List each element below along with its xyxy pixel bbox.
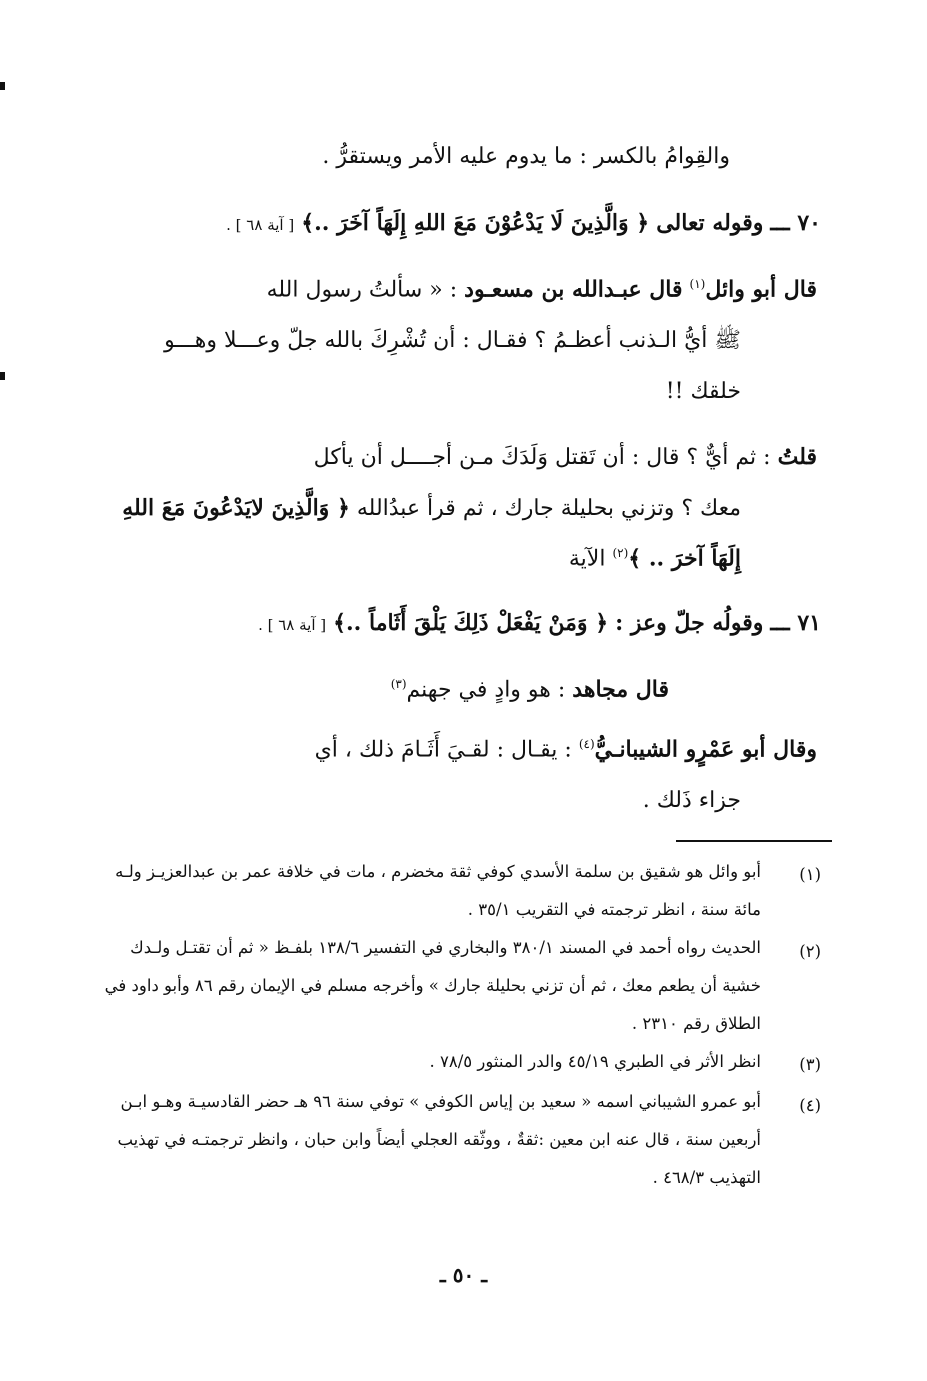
footnote-line: أربعين سنة ، قال عنه ابن معين :ثقةٌ ، ووثّقه العجلي أيضاً وابن حبان ، وانظر ترجمتـه في تهذيب [117, 1130, 761, 1149]
quran-verse: إِلَهَاً آخرَ .. ﴾ [628, 545, 741, 572]
footnote-ref: (٢) [612, 546, 629, 560]
quran-verse: ﴿ وَالَّذِينَ لَا يَدْعُوْنَ مَعَ اللهِ إِلَهَاً آخَرَ ..﴾ [301, 210, 650, 236]
text-run: الآية [568, 546, 606, 572]
footnote-line: انظر الأثر في الطبري ٤٥/١٩ والدر المنثور ٧٨/٥ . [429, 1052, 761, 1071]
paragraph-2-line-2 [122, 497, 741, 520]
paragraph-lead: قلتُ [777, 444, 817, 470]
footnote-ref: (١) [689, 277, 706, 291]
paragraph-1-line-3: خلقك !! [665, 379, 741, 404]
quran-verse: ﴿ وَمَنْ يَفْعَلْ ذَلِكَ يَلْقَ أَثَاماً ..﴾ [333, 610, 609, 636]
entry-71-heading [258, 612, 821, 635]
speaker-name: وقال أبو عَمْرٍو الشيبانـيُّ [594, 736, 817, 763]
entry-lead: وقوله تعالى [656, 210, 764, 236]
footnote-separator [676, 840, 832, 842]
footnote-line: مائة سنة ، انظر ترجمته في التقريب ٣٥/١ . [467, 900, 761, 919]
text-run: معك ؟ وتزني بحليلة جارك ، ثم قرأ عبدُالله [356, 496, 741, 521]
footnote-line: الحديث رواه أحمد في المسند ٣٨٠/١ والبخاري في التفسير ١٣٨/٦ بلفـظ « ثم أن تقتـل ولـدك [130, 938, 761, 957]
quran-verse: ﴿ وَالَّذِينَ لايَدْعُونَ مَعَ اللهِ [122, 495, 350, 521]
text-run: : ثم أيٌّ ؟ قال : أن تَقتل وَلَدَكَ مـن أجــــل أن يأكل [313, 445, 771, 470]
paragraph-4-line-1 [315, 738, 817, 761]
paragraph-2-line-1 [314, 446, 817, 469]
paragraph-4-line-2: جزاء ذَلك . [642, 788, 741, 813]
text-run: : « سألتُ رسول الله [266, 277, 458, 303]
scan-edge-mark [0, 82, 5, 90]
footnote-ref: (٣) [390, 677, 407, 691]
footnote-ref: (٤) [578, 737, 595, 751]
narrator-name: قال عبـدالله بن مسعـود [464, 276, 683, 303]
paragraph-2-line-3 [569, 547, 741, 570]
entry-lead: وقولُه جلّ وعز : [615, 610, 764, 636]
footnote-number: (٢) [799, 942, 821, 961]
verse-reference: [ آية ٦٨ ] . [226, 216, 295, 234]
speaker-name: قال أبو وائل [705, 276, 817, 303]
speaker-name: قال مجاهد [572, 676, 669, 703]
footnote-line: أبو وائل هو شقيق بن سلمة الأسدي كوفي ثقة مخضرم ، مات في خلافة عمر بن عبدالعزيـز ولـه [115, 862, 761, 881]
scan-edge-mark [0, 372, 5, 380]
entry-number: ٧٠ ـــ [770, 210, 821, 236]
entry-number: ٧١ ـــ [770, 610, 821, 636]
text-run: : يقـال : لقـيَ أَثَـامَ ذلك ، أي [314, 737, 572, 763]
footnote-number: (٤) [799, 1096, 821, 1115]
footnote-line: خشية أن يطعم معك ، ثم أن تزني بحليلة جارك » وأخرجه مسلم في الإيمان رقم ٨٦ وأبو داود في [104, 976, 761, 995]
verse-reference: [ آية ٦٨ ] . [258, 616, 327, 634]
paragraph-3 [391, 678, 669, 701]
entry-70-heading [226, 212, 821, 235]
footnote-line: أبو عمرو الشيباني اسمه « سعيد بن إياس الكوفي » توفي سنة ٩٦ هـ حضر القادسيـة وهـو ابـن [120, 1092, 761, 1111]
page-number: ـ ٥٠ ـ [439, 1263, 488, 1287]
footnote-number: (١) [799, 865, 821, 884]
text-run: : هو وادٍ في جهنم [406, 677, 566, 703]
footnote-line: الطلاق رقم ٢٣١٠ . [631, 1014, 761, 1033]
paragraph-1-line-2: ﷺ أيُّ الـذنب أعظـمُ ؟ فقـال : أن تُشْرِكَ بالله جلّ وعـــلا وهـــو [164, 328, 741, 353]
paragraph-1-line-1 [267, 278, 817, 301]
footnote-number: (٣) [799, 1055, 821, 1074]
footnote-line: التهذيب ٤٦٨/٣ . [652, 1168, 761, 1187]
text-line: والقِوامُ بالكسر : ما يدوم عليه الأمر ويستقرُّ . [322, 144, 730, 169]
